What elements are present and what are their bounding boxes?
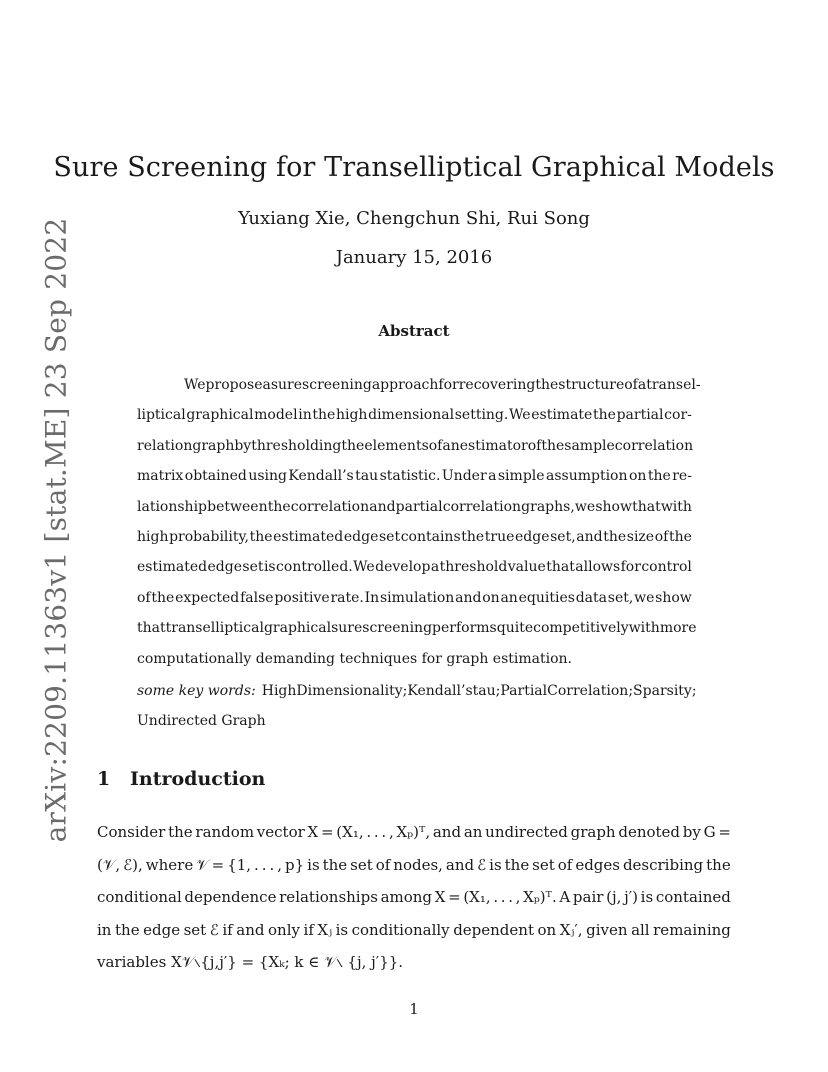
word: thresholding bbox=[251, 437, 342, 454]
word: set bbox=[532, 855, 555, 874]
word: the bbox=[461, 528, 485, 545]
paragraph-line bbox=[97, 914, 731, 947]
abstract-heading: Abstract bbox=[378, 322, 450, 340]
word: set bbox=[378, 528, 401, 545]
word: sure bbox=[270, 377, 303, 393]
word: expected bbox=[175, 589, 240, 606]
abstract-line bbox=[137, 613, 697, 643]
word: the bbox=[603, 528, 627, 545]
word: recovering bbox=[458, 377, 536, 393]
word: sample bbox=[564, 437, 615, 454]
word: the bbox=[504, 855, 530, 874]
word: describing bbox=[622, 855, 704, 874]
word: that bbox=[137, 620, 166, 637]
paragraph-line bbox=[97, 849, 731, 882]
word: partial bbox=[616, 407, 664, 424]
word: control bbox=[641, 559, 692, 576]
word: show bbox=[655, 589, 692, 606]
word: liptical bbox=[137, 407, 186, 424]
arxiv-identifier: arXiv:2209.11363v1 [stat.ME] 23 Sep 2022 bbox=[39, 217, 73, 843]
word: a bbox=[488, 468, 497, 485]
word: (j, bbox=[606, 888, 622, 906]
word: screening bbox=[362, 620, 433, 637]
word: set bbox=[242, 559, 264, 576]
word: set bbox=[183, 920, 207, 939]
word: Xₚ)ᵀ. bbox=[523, 888, 557, 906]
word: the bbox=[706, 855, 731, 874]
word: = bbox=[448, 888, 461, 906]
word: = bbox=[320, 823, 334, 841]
word: matrix bbox=[137, 468, 184, 485]
word: We bbox=[353, 559, 375, 576]
word: and bbox=[455, 589, 482, 606]
word: high bbox=[137, 528, 169, 545]
word: more bbox=[659, 620, 697, 637]
word: In bbox=[364, 589, 380, 606]
word: partial bbox=[395, 498, 443, 515]
word: is bbox=[335, 920, 349, 939]
word: of bbox=[527, 437, 542, 454]
word: the bbox=[535, 377, 559, 393]
word: . bbox=[269, 855, 275, 874]
abstract-line: computationally demanding techniques for graph estimation. bbox=[137, 650, 572, 667]
word: Xₚ)ᵀ, bbox=[396, 823, 431, 841]
word: rate. bbox=[330, 589, 364, 606]
word: X bbox=[307, 823, 319, 841]
word: true bbox=[484, 528, 515, 545]
word: remaining bbox=[653, 920, 731, 939]
word: elements bbox=[364, 437, 429, 454]
paragraph-line bbox=[97, 816, 731, 849]
word: estimated bbox=[137, 559, 208, 576]
abstract-line bbox=[137, 461, 692, 491]
word: conditionally bbox=[351, 920, 450, 939]
abstract-line bbox=[137, 431, 692, 461]
word: contained bbox=[655, 888, 731, 906]
word: value bbox=[507, 559, 546, 576]
abstract-line bbox=[137, 492, 692, 522]
word: estimate bbox=[531, 407, 593, 424]
word: using bbox=[248, 468, 287, 485]
keywords-line: Undirected Graph bbox=[137, 713, 266, 730]
word: probability, bbox=[169, 528, 250, 545]
abstract-line bbox=[137, 522, 692, 552]
word: only bbox=[268, 920, 300, 939]
word: tau bbox=[355, 468, 379, 485]
word: if bbox=[303, 920, 314, 939]
word: (𝒱, bbox=[97, 855, 121, 874]
word: cor- bbox=[664, 407, 692, 424]
word: contains bbox=[400, 528, 461, 545]
word: . bbox=[261, 855, 267, 874]
word: correlation bbox=[442, 498, 522, 515]
word: by bbox=[682, 823, 701, 841]
word: , bbox=[277, 855, 283, 874]
word: allows bbox=[575, 559, 621, 576]
word: correlation bbox=[290, 498, 370, 515]
word: is bbox=[640, 888, 654, 906]
word: data bbox=[575, 589, 607, 606]
paper-authors: Yuxiang Xie, Chengchun Shi, Rui Song bbox=[238, 208, 590, 229]
word: (X₁, bbox=[463, 888, 491, 906]
paragraph-line bbox=[97, 881, 731, 914]
abstract-line bbox=[137, 583, 692, 613]
word: undirected bbox=[485, 823, 568, 841]
word: We bbox=[509, 407, 531, 424]
word: Kendall’s bbox=[407, 683, 473, 699]
word: the bbox=[267, 498, 291, 515]
word: threshold bbox=[439, 559, 508, 576]
word: the bbox=[249, 528, 273, 545]
word: set bbox=[350, 855, 373, 874]
word: estimator bbox=[459, 437, 528, 454]
word: . bbox=[500, 888, 506, 906]
word: dimensional bbox=[368, 407, 455, 424]
word: a bbox=[430, 559, 440, 576]
word: re- bbox=[672, 468, 692, 485]
word: and bbox=[445, 855, 475, 874]
word: on bbox=[482, 589, 500, 606]
word: Consider bbox=[97, 823, 166, 841]
word: of bbox=[624, 377, 638, 393]
word: among bbox=[380, 888, 433, 906]
word: edge bbox=[515, 528, 550, 545]
word: simulation bbox=[379, 589, 455, 606]
word: pair bbox=[572, 888, 604, 906]
word: random bbox=[195, 823, 255, 841]
word: set, bbox=[550, 528, 576, 545]
word: graphical bbox=[263, 620, 332, 637]
word: an bbox=[442, 437, 460, 454]
word: on bbox=[628, 468, 647, 485]
word: the bbox=[322, 855, 348, 874]
word: ℰ bbox=[477, 855, 487, 874]
word: of bbox=[375, 855, 391, 874]
word: an bbox=[500, 589, 518, 606]
word: Xⱼ′, bbox=[559, 920, 583, 939]
word: the bbox=[115, 920, 140, 939]
word: the bbox=[168, 823, 193, 841]
word: statistic. bbox=[379, 468, 441, 485]
word: graphs, bbox=[521, 498, 575, 515]
word: ℰ), bbox=[123, 855, 143, 874]
word: Kendall’s bbox=[288, 468, 354, 485]
word: = bbox=[211, 855, 225, 874]
word: develop bbox=[375, 559, 431, 576]
word: of bbox=[654, 528, 669, 545]
word: and bbox=[576, 528, 603, 545]
word: high bbox=[335, 407, 368, 424]
word: on bbox=[537, 920, 557, 939]
word: show bbox=[595, 498, 632, 515]
word: the bbox=[312, 407, 336, 424]
section-number: 1 bbox=[97, 768, 111, 790]
word: assumption bbox=[545, 468, 628, 485]
word: vector bbox=[256, 823, 305, 841]
word: tau; bbox=[472, 683, 501, 699]
page-number: 1 bbox=[409, 1000, 419, 1018]
word: an bbox=[463, 823, 483, 841]
keywords-list bbox=[262, 676, 697, 706]
word: Correlation; bbox=[547, 683, 634, 699]
abstract-line bbox=[137, 370, 701, 400]
paper-title: Sure Screening for Transelliptical Graphical Models bbox=[53, 152, 775, 183]
word: . bbox=[381, 823, 387, 841]
word: size bbox=[626, 528, 655, 545]
word: in bbox=[97, 920, 112, 939]
keywords-label: some key words: bbox=[137, 683, 256, 699]
word: is bbox=[489, 855, 502, 874]
section-heading bbox=[97, 768, 265, 790]
word: Dimensionality; bbox=[296, 683, 408, 699]
word: graphical bbox=[186, 407, 254, 424]
word: {1, bbox=[227, 855, 252, 874]
keywords-line bbox=[137, 676, 697, 706]
word: where bbox=[145, 855, 194, 874]
word: quite bbox=[496, 620, 534, 637]
word: We bbox=[184, 377, 206, 393]
word: , bbox=[515, 888, 521, 906]
word: High bbox=[261, 683, 297, 699]
word: estimated bbox=[273, 528, 344, 545]
word: we bbox=[574, 498, 596, 515]
word: . bbox=[366, 823, 372, 841]
abstract-body bbox=[137, 370, 701, 674]
word: the bbox=[151, 589, 175, 606]
word: graph bbox=[192, 437, 235, 454]
word: structure bbox=[558, 377, 625, 393]
abstract-line bbox=[137, 552, 692, 582]
word: with bbox=[628, 620, 660, 637]
word: propose bbox=[205, 377, 263, 393]
word: . bbox=[254, 855, 259, 874]
abstract-line bbox=[137, 400, 692, 430]
word: is bbox=[307, 855, 320, 874]
paragraph-line: variables X𝒱∖{j,j′} = {Xₖ; k ∈ 𝒱∖ {j, j′}}. bbox=[97, 953, 404, 971]
word: G bbox=[703, 823, 716, 841]
word: the bbox=[668, 528, 692, 545]
word: the bbox=[341, 437, 365, 454]
word: simple bbox=[497, 468, 545, 485]
paper-date: January 15, 2016 bbox=[335, 247, 493, 268]
word: transelliptical bbox=[165, 620, 264, 637]
intro-paragraph bbox=[97, 816, 731, 979]
word: nodes, bbox=[393, 855, 443, 874]
word: edge bbox=[207, 559, 242, 576]
word: false bbox=[240, 589, 274, 606]
word: competitively bbox=[533, 620, 629, 637]
word: equities bbox=[518, 589, 575, 606]
word: = bbox=[718, 823, 731, 841]
word: , bbox=[388, 823, 394, 841]
word: edges bbox=[575, 855, 620, 874]
word: Xⱼ bbox=[317, 920, 333, 939]
word: if bbox=[222, 920, 233, 939]
word: in bbox=[298, 407, 312, 424]
word: the bbox=[647, 468, 671, 485]
word: positive bbox=[274, 589, 330, 606]
word: and bbox=[432, 823, 462, 841]
word: set, bbox=[607, 589, 634, 606]
word: dependence bbox=[184, 888, 277, 906]
word: edge bbox=[143, 920, 181, 939]
word: p} bbox=[285, 855, 305, 874]
word: performs bbox=[432, 620, 497, 637]
word: 𝒱 bbox=[196, 855, 209, 874]
word: screening bbox=[302, 377, 372, 393]
word: that bbox=[632, 498, 661, 515]
word: given bbox=[586, 920, 628, 939]
word: correlation bbox=[614, 437, 694, 454]
word: sure bbox=[331, 620, 363, 637]
word: setting. bbox=[454, 407, 509, 424]
word: approach bbox=[371, 377, 439, 393]
word: (X₁, bbox=[336, 823, 364, 841]
word: graph bbox=[570, 823, 616, 841]
word: Under bbox=[441, 468, 487, 485]
word: . bbox=[493, 888, 499, 906]
word: by bbox=[234, 437, 252, 454]
word: ℰ bbox=[209, 920, 219, 939]
word: with bbox=[660, 498, 692, 515]
word: and bbox=[369, 498, 396, 515]
word: relation bbox=[137, 437, 193, 454]
word: all bbox=[631, 920, 650, 939]
word: controlled. bbox=[276, 559, 353, 576]
word: of bbox=[428, 437, 443, 454]
word: we bbox=[634, 589, 655, 606]
word: transel- bbox=[646, 377, 701, 393]
word: conditional bbox=[97, 888, 182, 906]
word: for bbox=[438, 377, 459, 393]
word: Partial bbox=[500, 683, 548, 699]
word: j′) bbox=[624, 888, 638, 906]
word: Sparsity; bbox=[633, 683, 697, 699]
word: the bbox=[592, 407, 616, 424]
word: model bbox=[254, 407, 298, 424]
word: . bbox=[508, 888, 513, 906]
word: . bbox=[373, 823, 379, 841]
word: and bbox=[236, 920, 265, 939]
word: of bbox=[557, 855, 573, 874]
word: edge bbox=[343, 528, 379, 545]
word: relationships bbox=[279, 888, 378, 906]
word: a bbox=[262, 377, 271, 393]
word: lationship bbox=[137, 498, 208, 515]
word: a bbox=[637, 377, 647, 393]
word: between bbox=[207, 498, 268, 515]
word: denoted bbox=[618, 823, 681, 841]
word: that bbox=[546, 559, 575, 576]
word: for bbox=[620, 559, 641, 576]
word: is bbox=[263, 559, 276, 576]
word: A bbox=[559, 888, 571, 906]
word: X bbox=[434, 888, 446, 906]
section-title: Introduction bbox=[130, 768, 266, 790]
word: obtained bbox=[184, 468, 247, 485]
word: the bbox=[541, 437, 565, 454]
keywords bbox=[137, 676, 697, 737]
word: dependent bbox=[453, 920, 534, 939]
word: of bbox=[137, 589, 151, 606]
